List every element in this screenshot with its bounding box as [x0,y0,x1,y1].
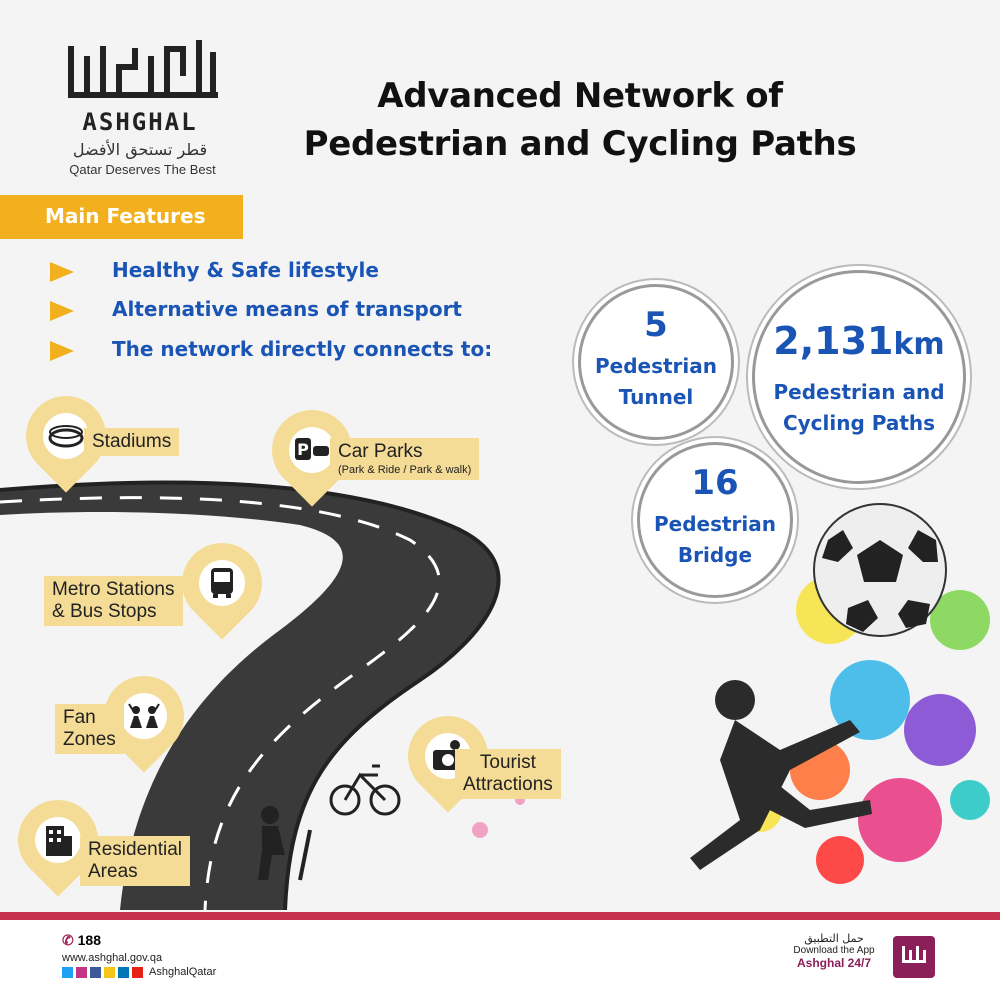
linkedin-icon[interactable] [118,967,129,978]
stat-label: Pedestrian [594,354,718,378]
tourist-line-1: Tourist [479,752,536,773]
phone-number: 188 [77,932,101,948]
stat-label: Cycling Paths [782,411,936,435]
main-features-banner [0,195,243,239]
social-row [62,966,216,978]
arabic-tagline: قطر تستحق الأفضل [72,140,208,159]
bicycle-icon [331,766,399,814]
label-tourist [455,749,561,799]
footer-divider [0,912,1000,920]
arrow-bullet-icon [50,262,74,282]
title-line-1: Advanced Network of [377,76,783,116]
stat-label: Bridge [677,543,753,567]
parking-icon [294,432,330,468]
label-car-parks [330,438,479,480]
app-icon[interactable] [893,936,935,978]
residential-line-1: Residential [88,839,182,860]
stat-unit: km [893,327,945,362]
phone-icon: ✆ [62,932,74,948]
stat-label: Pedestrian [653,512,777,536]
stat-value-wrap [755,319,963,363]
feature-text: Healthy & Safe lifestyle [112,258,379,282]
stat-circle-paths [752,270,966,484]
building-icon [40,822,76,858]
ashghal-logo-mark [60,40,220,140]
fan-zone-icon [126,698,162,734]
snapchat-icon[interactable] [104,967,115,978]
instagram-icon[interactable] [76,967,87,978]
label-stadiums: Stadiums [84,428,179,456]
ashghal-wordmark: ASHGHAL [82,108,198,136]
car-parks-title: Car Parks [338,441,423,462]
feature-item [50,337,570,367]
ashghal-logo [55,40,245,180]
stat-value: 2,131 [773,319,894,363]
stat-value: 5 [644,305,668,345]
app-arabic: حمل التطبيق [804,932,864,945]
fan-line-1: Fan [63,707,96,728]
facebook-icon[interactable] [90,967,101,978]
football [808,500,953,640]
bus-icon [204,565,240,601]
feature-text: Alternative means of transport [112,297,462,321]
title-line-2: Pedestrian and Cycling Paths [303,124,857,164]
stadium-icon [48,418,84,454]
footer [0,920,1000,1000]
feature-item [50,297,570,327]
twitter-icon[interactable] [62,967,73,978]
label-residential [80,836,190,886]
page-title [255,72,905,168]
arrow-bullet-icon [50,301,74,321]
phone-line [62,932,101,949]
label-metro [44,576,183,626]
main-features-heading: Main Features [45,204,206,228]
stat-label: Pedestrian and [773,380,945,404]
fan-line-2: Zones [63,729,116,750]
residential-line-2: Areas [88,861,138,882]
label-fan-zones [55,704,124,754]
svg-text:P: P [297,440,309,459]
stat-circle-tunnel [578,284,734,440]
feature-item [50,258,570,288]
app-name: Ashghal 24/7 [796,956,872,970]
app-promo [780,932,888,970]
stat-value: 16 [691,463,739,503]
metro-line-2: & Bus Stops [52,601,157,622]
app-download-text: Download the App [793,945,875,956]
youtube-icon[interactable] [132,967,143,978]
feature-text: The network directly connects to: [112,337,493,361]
arrow-bullet-icon [50,341,74,361]
english-tagline: Qatar Deserves The Best [69,162,216,177]
stat-label: Tunnel [618,385,694,409]
car-parks-subtitle: (Park & Ride / Park & walk) [338,464,472,476]
metro-line-1: Metro Stations [52,579,175,600]
tourist-line-2: Attractions [463,774,553,795]
path-divider [300,830,310,880]
social-handle: AshghalQatar [149,966,217,978]
website-link[interactable]: www.ashghal.gov.qa [62,952,163,964]
pin-metro [182,543,262,623]
